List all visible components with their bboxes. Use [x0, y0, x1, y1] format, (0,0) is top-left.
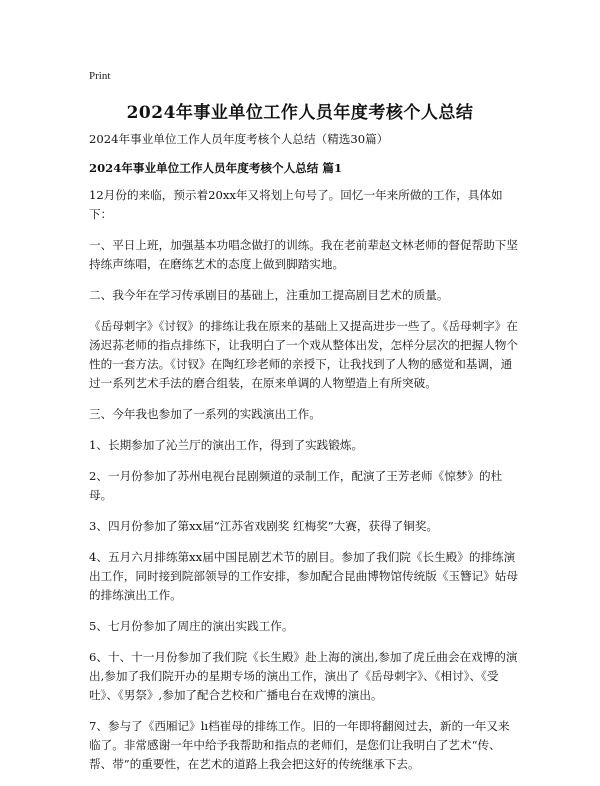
- paragraph: 3、四月份参加了第xx届“江苏省戏剧奖 红梅奖”大赛，获得了铜奖。: [89, 519, 439, 533]
- paragraph: 《岳母刺字》《讨钗》的排练让我在原来的基础上又提高进步一些了。《岳母刺字》在汤迟荪老师的指点排练下，让我明白了一个戏从整体出发，怎样分层次的把握人物个性的一套方法。《讨钗》在陶红珍老师的亲授下，让我找到了人物的感觉和基调，通过一系列艺术手法的磨合组装，在原来单调的人物塑造上有所突破。: [89, 319, 518, 390]
- paragraph: 1、长期参加了沁兰厅的演出工作，得到了实践锻炼。: [89, 438, 364, 452]
- document-subtitle: 2024年事业单位工作人员年度考核个人总结（精选30篇）: [89, 132, 389, 146]
- section-heading: 2024年事业单位工作人员年度考核个人总结 篇1: [89, 161, 343, 175]
- paragraph: 一、平日上班，加强基本功唱念做打的训练。我在老前辈赵文林老师的督促帮助下坚持练声练唱，在磨练艺术的态度上做到脚踏实地。: [89, 238, 518, 271]
- paragraph: 6、十、十一月份参加了我们院《长生殿》赴上海的演出,参加了虎丘曲会在戏博的演出,参加了我们院开办的星期专场的演出工作，演出了《岳母刺字》、《相讨》、《受吐》、《男祭》,参加了配合艺校和广播电台在戏博的演出。: [89, 650, 518, 702]
- paragraph: 2、一月份参加了苏州电视台昆剧频道的录制工作，配演了王芳老师《惊梦》的杜母。: [89, 469, 503, 502]
- paragraph: 二、我今年在学习传承剧目的基础上，注重加工提高剧目艺术的质量。: [89, 288, 449, 302]
- print-link[interactable]: Print: [89, 70, 111, 82]
- paragraph: 12月份的来临，预示着20xx年又将划上句号了。回忆一年来所做的工作，具体如下：: [89, 188, 503, 221]
- document-body: [89, 130, 519, 786]
- document-title: 2024年事业单位工作人员年度考核个人总结: [126, 103, 474, 123]
- paragraph: 7、参与了《西厢记》lı档崔母的排练工作。旧的一年即将翻阅过去，新的一年又来临了。非常感谢一年中给予我帮助和指点的老师们，是您们让我明白了艺术“传、帮、带”的重要性，在艺术的道路上我会把这好的传统继承下去。: [89, 719, 510, 771]
- paragraph: 三、今年我也参加了一系列的实践演出工作。: [89, 407, 321, 421]
- paragraph: 5、七月份参加了周庄的演出实践工作。: [89, 619, 294, 633]
- paragraph: 4、五月六月排练第xx届中国昆剧艺术节的剧目。参加了我们院《长生殿》的排练演出工作，同时接到院部领导的工作安排，参加配合昆曲博物馆传统版《玉簪记》姑母的排练演出工作。: [89, 550, 518, 602]
